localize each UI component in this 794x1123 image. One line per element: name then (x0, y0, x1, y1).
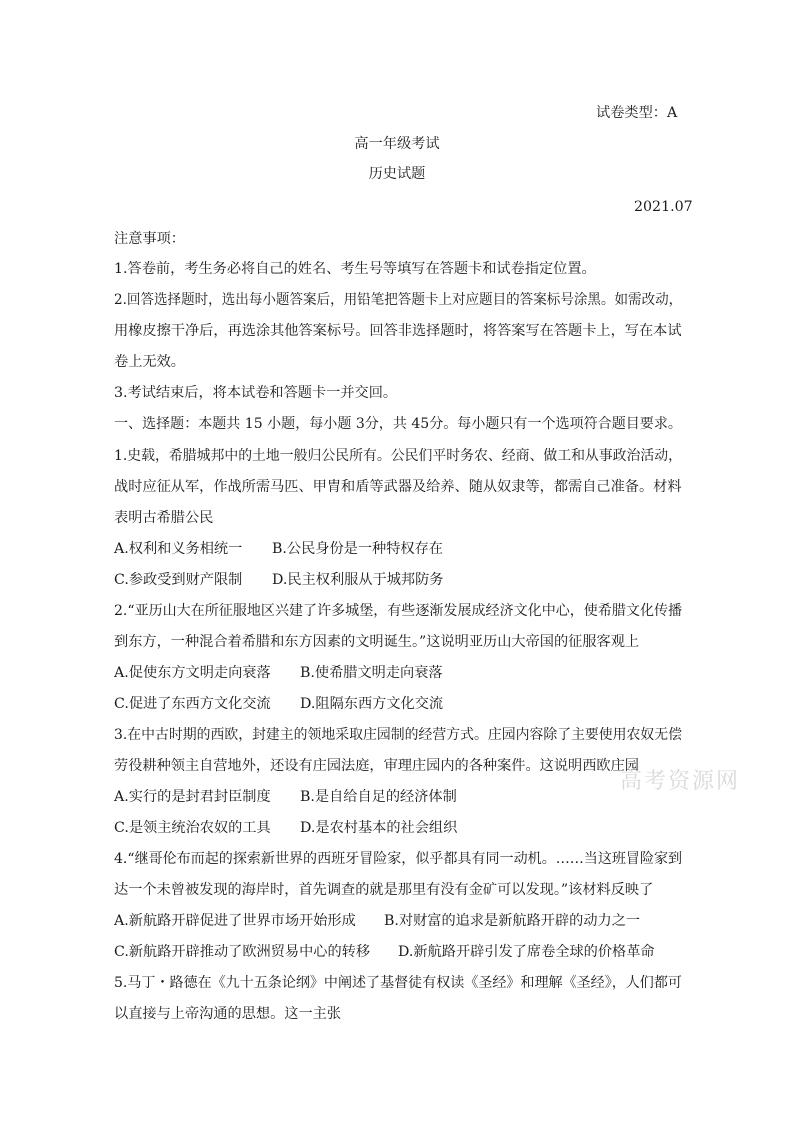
q4-option-c: C.新航路开辟推动了欧洲贸易中心的转移 (114, 944, 371, 960)
q4-line-1: 4.“继哥伦布而起的探索新世界的西班牙冒险家，似乎都具有同一动机。……当这班冒险家到 (114, 851, 683, 867)
q2-option-d: D.阻隔东西方文化交流 (300, 696, 444, 712)
note-item-2-line-1: 2.回答选择题时，选出每小题答案后，用铅笔把答题卡上对应题目的答案标号涂黑。如需改动， (114, 292, 683, 308)
q1-option-c: C.参政受到财产限制 (114, 572, 243, 588)
note-item-1: 1.答卷前，考生务必将自己的姓名、考生号等填写在答题卡和试卷指定位置。 (114, 261, 596, 277)
note-item-2-line-2: 用橡皮擦干净后，再选涂其他答案标号。回答非选择题时，将答案写在答题卡上，写在本试 (114, 323, 682, 339)
q5-line-2: 以直接与上帝沟通的思想。这一主张 (114, 1006, 342, 1022)
note-item-3: 3.考试结束后，将本试卷和答题卡一并交回。 (114, 385, 398, 401)
q2-line-1: 2.“亚历山大在所征服地区兴建了许多城堡，有些逐渐发展成经济文化中心，使希腊文化传播 (114, 603, 683, 619)
q4-option-a: A.新航路开辟促进了世界市场开始形成 (114, 913, 356, 929)
q2-option-b: B.使希腊文明走向衰落 (300, 665, 443, 681)
q3-option-a: A.实行的是封君封臣制度 (114, 789, 271, 805)
q4-line-2: 达一个未曾被发现的海岸时，首先调查的就是那里有没有金矿可以发现。”该材料反映了 (114, 882, 654, 898)
q1-line-2: 战时应征从军，作战所需马匹、甲胄和盾等武器及给养、随从奴隶等，都需自己准备。材料 (114, 479, 682, 495)
q2-line-2: 到东方，一种混合着希腊和东方因素的文明诞生。”这说明亚历山大帝国的征服客观上 (114, 634, 640, 650)
q3-option-c: C.是领主统治农奴的工具 (114, 820, 271, 836)
q2-option-a: A.促使东方文明走向衰落 (114, 665, 271, 681)
note-item-2-line-3: 卷上无效。 (114, 354, 185, 370)
exam-date: 2021.07 (634, 199, 693, 215)
subject-title: 历史试题 (368, 166, 426, 182)
q1-option-b: B.公民身份是一种特权存在 (272, 541, 443, 557)
section-heading: 一、选择题：本题共 15 小题，每小题 3分，共 45分。每小题只有一个选项符合题目要求。 (114, 416, 682, 432)
q4-option-b: B.对财富的追求是新航路开辟的动力之一 (384, 913, 641, 929)
q3-line-1: 3.在中古时期的西欧，封建主的领地采取庄园制的经营方式。庄园内容除了主要使用农奴无偿 (114, 727, 683, 743)
paper-type: 试卷类型：A (596, 105, 678, 121)
q1-option-a: A.权利和义务相统一 (114, 541, 243, 557)
q5-line-1: 5.马丁・路德在《九十五条论纲》中阐述了基督徒有权读《圣经》和理解《圣经》，人们都可 (114, 975, 682, 991)
q3-option-d: D.是农村基本的社会组织 (300, 820, 458, 836)
q1-option-d: D.民主权利服从于城邦防务 (272, 572, 444, 588)
q4-option-d: D.新航路开辟引发了席卷全球的价格革命 (398, 944, 655, 960)
q1-line-3: 表明古希腊公民 (114, 510, 214, 526)
q2-option-c: C.促进了东西方文化交流 (114, 696, 271, 712)
notes-heading: 注意事项： (114, 231, 185, 247)
watermark: 高考资源网 (620, 769, 741, 794)
grade-title: 高一年级考试 (354, 136, 440, 152)
q1-line-1: 1.史载，希腊城邦中的土地一般归公民所有。公民们平时务农、经商、做工和从事政治活动， (114, 448, 683, 464)
q3-line-2: 劳役耕种领主自营地外，还设有庄园法庭，审理庄园内的各种案件。这说明西欧庄园 (114, 758, 639, 774)
q3-option-b: B.是自给自足的经济体制 (300, 789, 457, 805)
